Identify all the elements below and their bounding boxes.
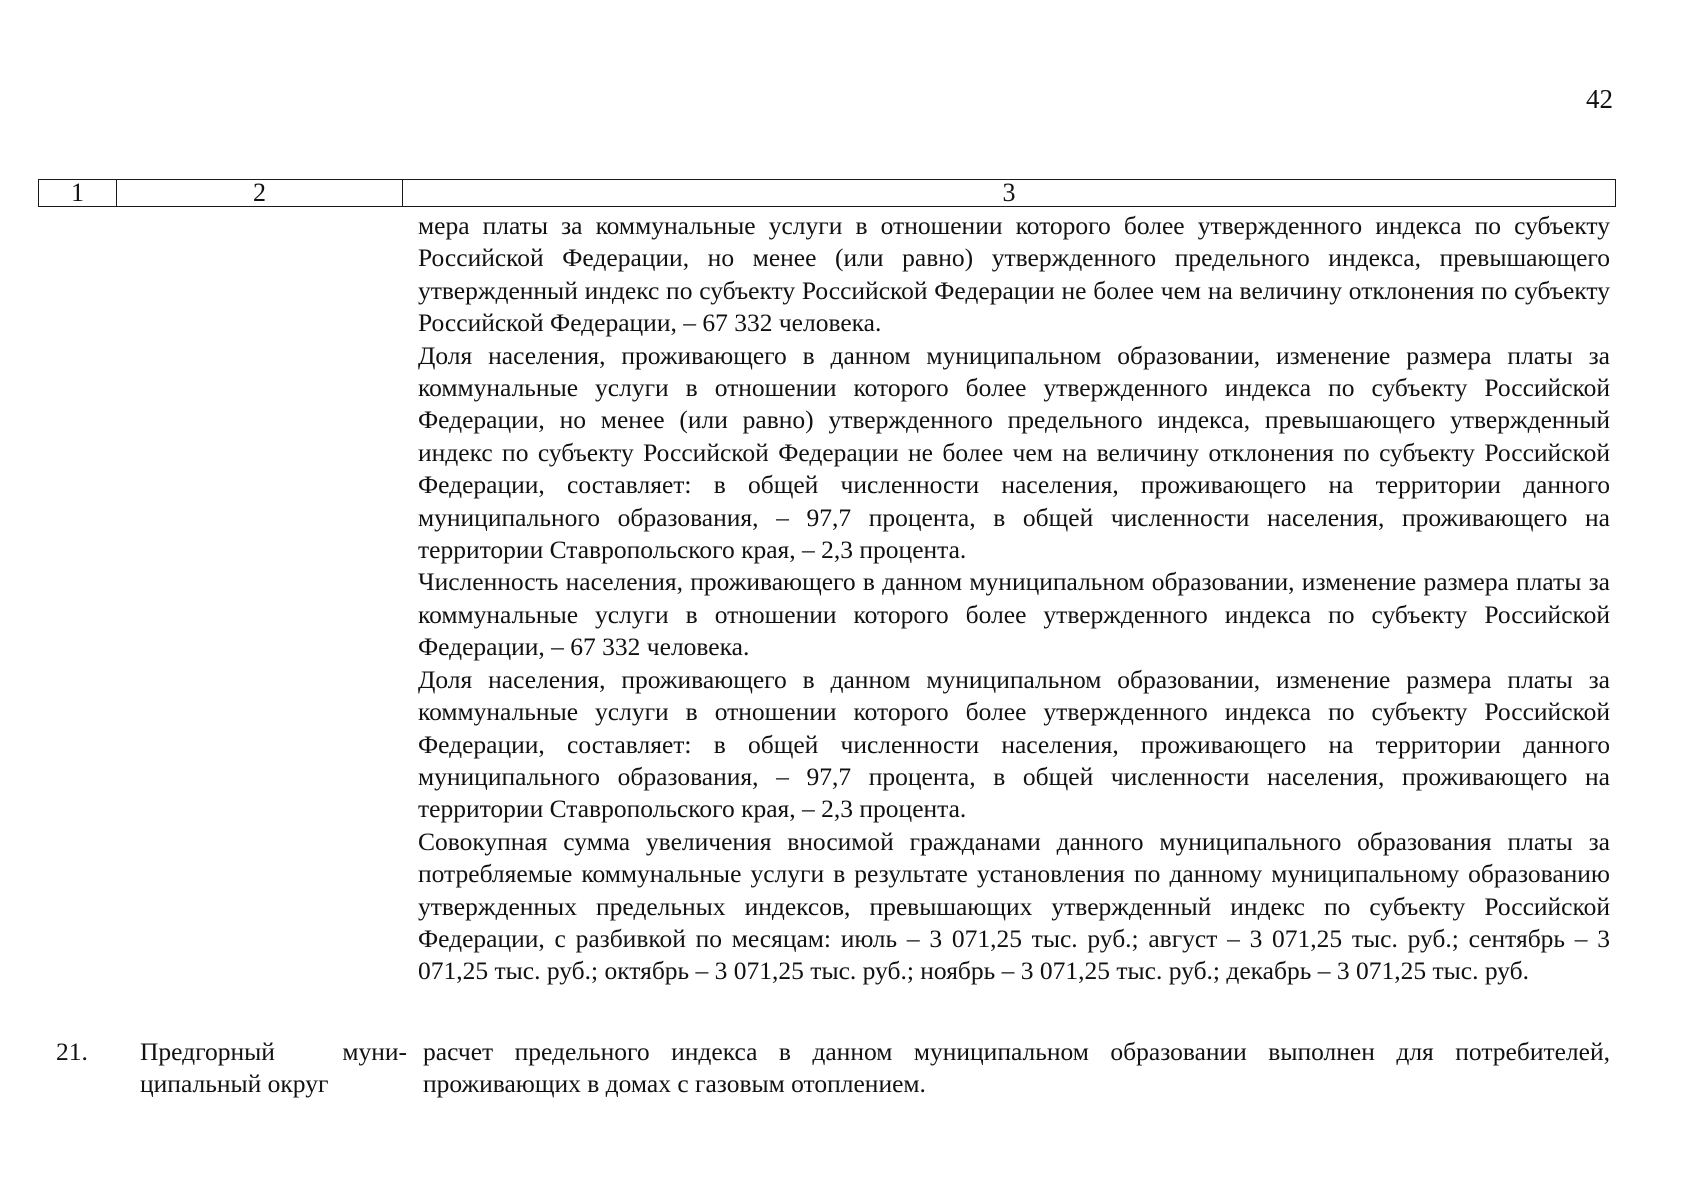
municipality-name-line-2: ципальный округ	[140, 1069, 329, 1099]
paragraph-payment-increase: Совокупная сумма увеличения вносимой гражданами данного муниципального образования платы за потребляемые коммунальные услуги в результате установления по данному муниципальному образованию утвержденных предельных индексов, превышающих утвержденный индекс по субъекту Российской Федерации, с разбивкой по месяцам: июль – 3 071,25 тыс. руб.; август – 3 071,25 тыс. руб.; сентябрь – 3 071,25 тыс. руб.; октябрь – 3 071,25 тыс. руб.; ноябрь – 3 071,25 тыс. руб.; декабрь – 3 071,25 тыс. руб.	[418, 826, 1610, 986]
header-col-1: 1	[39, 180, 117, 207]
paragraph-population-share-1: Доля населения, проживающего в данном муниципальном образовании, изменение размера платы за коммунальные услуги в отношении которого более утвержденного индекса по субъекту Российской Федерации, но менее (или равно) утвержденного предельного индекса, превышающего утвержденный индекс по субъекту Российской Федерации не более чем на величину отклонения по субъекту Российской Федерации, составляет: в общей численности населения, проживающего на территории данного муниципального образования, – 97,7 процента, в общей численности населения, проживающего на территории Ставропольского края, – 2,3 процента.	[418, 340, 1610, 565]
municipality-name	[140, 1036, 407, 1101]
municipality-name-word-2: муни-	[342, 1037, 407, 1066]
table-row-21	[0, 1036, 1697, 1106]
paragraph-population-count-1: мера платы за коммунальные услуги в отношении которого более утвержденного индекса по субъекту Российской Федерации, но менее (или равно) утвержденного предельного индекса, превышающего утвержденный индекс по субъекту Российской Федерации не более чем на величину отклонения по субъекту Российской Федерации, – 67 332 человека.	[418, 211, 1610, 338]
continued-row-text	[418, 210, 1610, 988]
row-21-text: расчет предельного индекса в данном муниципальном образовании выполнен для потребителей, проживающих в домах с газовым отоплением.	[423, 1037, 1610, 1099]
header-col-2: 2	[117, 180, 403, 207]
paragraph-population-share-2: Доля населения, проживающего в данном муниципальном образовании, изменение размера платы за коммунальные услуги в отношении которого более утвержденного индекса по субъекту Российской Федерации, составляет: в общей численности населения, проживающего на территории данного муниципального образования, – 97,7 процента, в общей численности населения, проживающего на территории Ставропольского края, – 2,3 процента.	[418, 664, 1610, 824]
page-number: 42	[1586, 84, 1613, 114]
paragraph-population-count-2: Численность населения, проживающего в данном муниципальном образовании, изменение размера платы за коммунальные услуги в отношении которого более утвержденного индекса по субъекту Российской Федерации, – 67 332 человека.	[418, 567, 1610, 662]
row-number: 21.	[56, 1037, 88, 1066]
table-header-row	[38, 179, 1616, 207]
header-col-3: 3	[403, 180, 1616, 207]
municipality-name-word-1: Предгорный	[140, 1037, 275, 1066]
